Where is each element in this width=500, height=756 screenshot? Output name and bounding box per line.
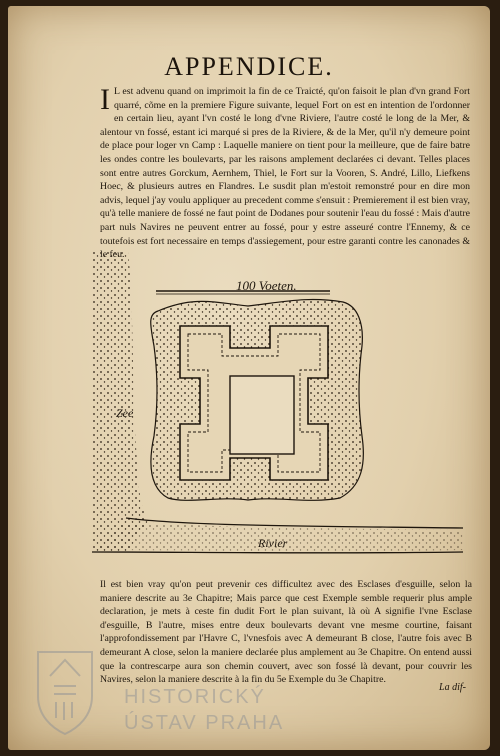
sea-label: Zee — [116, 406, 134, 420]
catchword: La dif- — [439, 682, 466, 693]
scale-label: 100 Voeten. — [236, 278, 297, 293]
institute-seal — [30, 646, 100, 736]
sea-region — [92, 252, 148, 551]
body-paragraph: Il est bien vray qu'on peut prevenir ces difficultez avec des Esclases d'esguille, selon la maniere descrite au 3e Chapitre; Mais parce que cest Exemple semble requerir plus ample declaration, je mets à ceste fin dudit Fort le plan suivant, là où A signifie l'vne Esclase d'esguille, B l'autre, mises entre deux boulevarts devant vne mesme courtine, faisant l'approfondissement par l'Havre C, l'vnesfois avec A demeurant B close, l'autre fois avec B demeurant A close, selon la maniere declarée plus amplement au 3e Chapitre. On entend aussi que la contrescarpe aura son chemin couvert, avec son fossé là devant, pour couvrir les Navires, selon la maniere descrite à la fin du 5e Exemple du 3e Chapitre. — [100, 579, 472, 686]
watermark — [124, 684, 284, 736]
drop-cap: I — [100, 83, 110, 116]
intro-text: L est advenu quand on imprimoit la fin de ce Traicté, qu'on faisoit le plan d'vn grand Fort quarré, cõme en la premiere Figure suivante, lequel Fort on est en intention de l'ordonner en certain lieu, ayant l'vn costé le long d'vne Riviere, l'autre costé le long de la Mer, & alentour vn fossé, estant ici marqué si pres de la Riviere, & de la Mer, qu'il n'y demeure point de place pour loger vn Camp : Laquelle maniere on tient pour la meilleure, que de faire batre les ondes contre les boulevarts, par les raisons amplement declarées ci devant. Telles places sont entre autres Gorckum, Aernhem, Thiel, le Fort sur la Vooren, S. André, Lillo, Liefkens Hoec, & plusieurs autres en Flandres. Le susdit plan m'estoit remonstré pour en dire mon advis, lequel j'ay voulu appliquer au precedent comme s'ensuit : Premierement il est bien vray, qu'à telle maniere de fossé ne faut point de Dodanes pour soutenir l'eau du fossé : Mais d'autre part nuls Navires ne peuvent entrer au fossé, pour y estre asseuré contre l'Ennemy, & ce toutefois est fort necessaire en temps d'assiegement, pour estre garanti contre les canonades & — [100, 86, 470, 247]
page-title: APPENDICE. — [164, 52, 334, 81]
watermark-line-1: HISTORICKÝ — [124, 686, 266, 708]
river-bank-lower — [92, 552, 463, 553]
watermark-line-2: ÚSTAV PRAHA — [124, 712, 285, 734]
river-label: Rivier — [258, 536, 288, 550]
fort-court — [230, 376, 294, 454]
document-page — [8, 6, 490, 750]
